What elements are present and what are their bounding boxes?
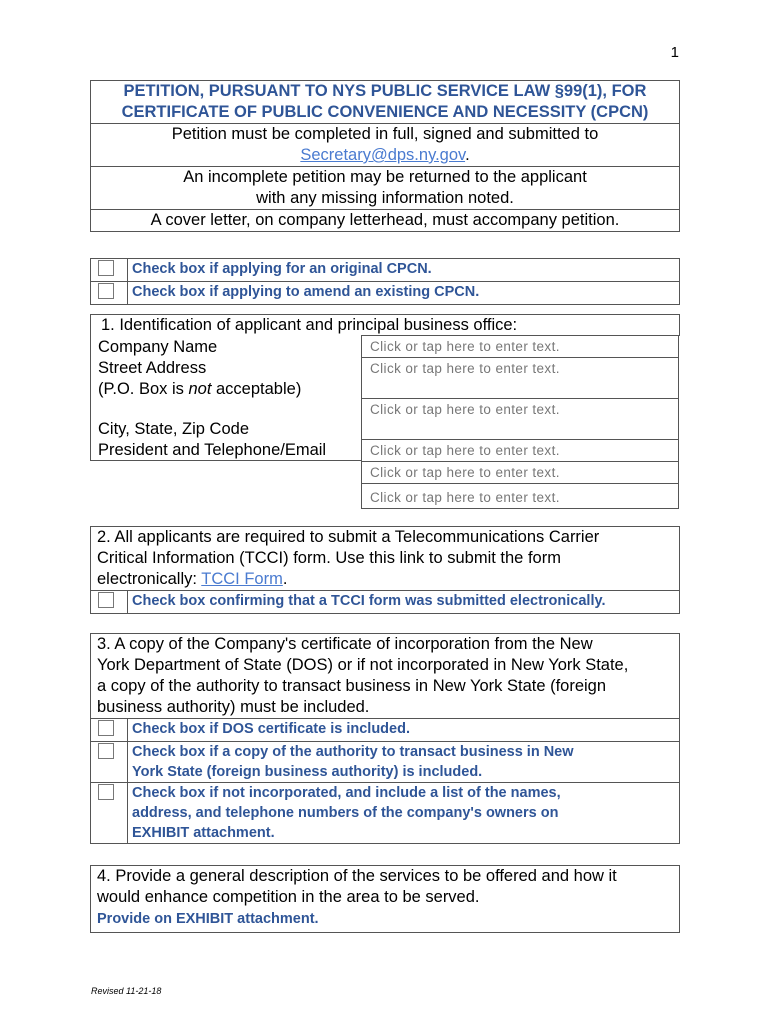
section1-heading: 1. Identification of applicant and principal business office: bbox=[101, 316, 518, 334]
not-incorporated-checkbox[interactable] bbox=[98, 784, 114, 800]
city-state-zip-input[interactable]: Click or tap here to enter text. bbox=[362, 399, 679, 440]
amend-cpcn-label: Check box if applying to amend an existing CPCN. bbox=[128, 282, 680, 305]
cpcn-type-table bbox=[90, 258, 680, 305]
revised-date: Revised 11-21-18 bbox=[91, 986, 162, 996]
city-state-zip-label: City, State, Zip Code bbox=[98, 420, 250, 438]
original-cpcn-label: Check box if applying for an original CPCN. bbox=[128, 259, 680, 282]
submission-instructions: Petition must be completed in full, signed and submitted to Secretary@dps.ny.gov. bbox=[91, 124, 680, 167]
page-number: 1 bbox=[670, 44, 679, 61]
section2-table bbox=[90, 526, 680, 614]
section2-text: 2. All applicants are required to submit a Telecommunications Carrier Critical Information (TCCI) form. Use this link to submit the form electronically: TCCI Form. bbox=[91, 527, 680, 591]
header-table bbox=[90, 80, 680, 232]
section4-note: Provide on EXHIBIT attachment. bbox=[97, 911, 319, 927]
not-incorporated-label: Check box if not incorporated, and include a list of the names, address, and telephone numbers of the company's owners on EXHIBIT attachment. bbox=[128, 783, 680, 844]
secretary-email-link[interactable]: Secretary@dps.ny.gov bbox=[300, 146, 466, 164]
petition-title: PETITION, PURSUANT TO NYS PUBLIC SERVICE LAW §99(1), FOR CERTIFICATE OF PUBLIC CONVENIENCE AND NECESSITY (CPCN) bbox=[91, 81, 680, 124]
tcci-checkbox[interactable] bbox=[98, 592, 114, 608]
company-name-label: Company Name bbox=[98, 338, 218, 356]
president-input[interactable]: Click or tap here to enter text. bbox=[362, 440, 679, 462]
street-address-input[interactable]: Click or tap here to enter text. bbox=[362, 358, 679, 399]
section4-text: 4. Provide a general description of the services to be offered and how it would enhance competition in the area to be served. Provide on EXHIBIT attachment. bbox=[91, 866, 680, 933]
tcci-checkbox-label: Check box confirming that a TCCI form was submitted electronically. bbox=[128, 591, 680, 614]
president-label: President and Telephone/Email bbox=[98, 441, 327, 459]
section3-table bbox=[90, 633, 680, 844]
section3-text: 3. A copy of the Company's certificate of incorporation from the New York Department of State (DOS) or if not incorporated in New York State, a copy of the authority to transact business in New York State (foreign business authority) must be included. bbox=[91, 634, 680, 719]
dos-certificate-checkbox[interactable] bbox=[98, 720, 114, 736]
section4-table bbox=[90, 865, 680, 933]
dos-certificate-label: Check box if DOS certificate is included. bbox=[128, 719, 680, 742]
street-address-label: Street Address (P.O. Box is not acceptable) bbox=[98, 359, 302, 398]
incomplete-notice: An incomplete petition may be returned to the applicant with any missing information noted. bbox=[91, 167, 680, 210]
amend-cpcn-checkbox[interactable] bbox=[98, 283, 114, 299]
company-name-input[interactable]: Click or tap here to enter text. bbox=[362, 336, 679, 358]
applicant-fields bbox=[361, 335, 679, 509]
email-input[interactable]: Click or tap here to enter text. bbox=[362, 484, 679, 509]
tcci-form-link[interactable]: TCCI Form bbox=[201, 570, 283, 588]
telephone-input[interactable]: Click or tap here to enter text. bbox=[362, 462, 679, 484]
original-cpcn-checkbox[interactable] bbox=[98, 260, 114, 276]
section1-heading-box bbox=[90, 314, 680, 336]
cover-letter-notice: A cover letter, on company letterhead, must accompany petition. bbox=[91, 210, 680, 232]
foreign-authority-checkbox[interactable] bbox=[98, 743, 114, 759]
foreign-authority-label: Check box if a copy of the authority to transact business in New York State (foreign business authority) is included. bbox=[128, 742, 680, 783]
